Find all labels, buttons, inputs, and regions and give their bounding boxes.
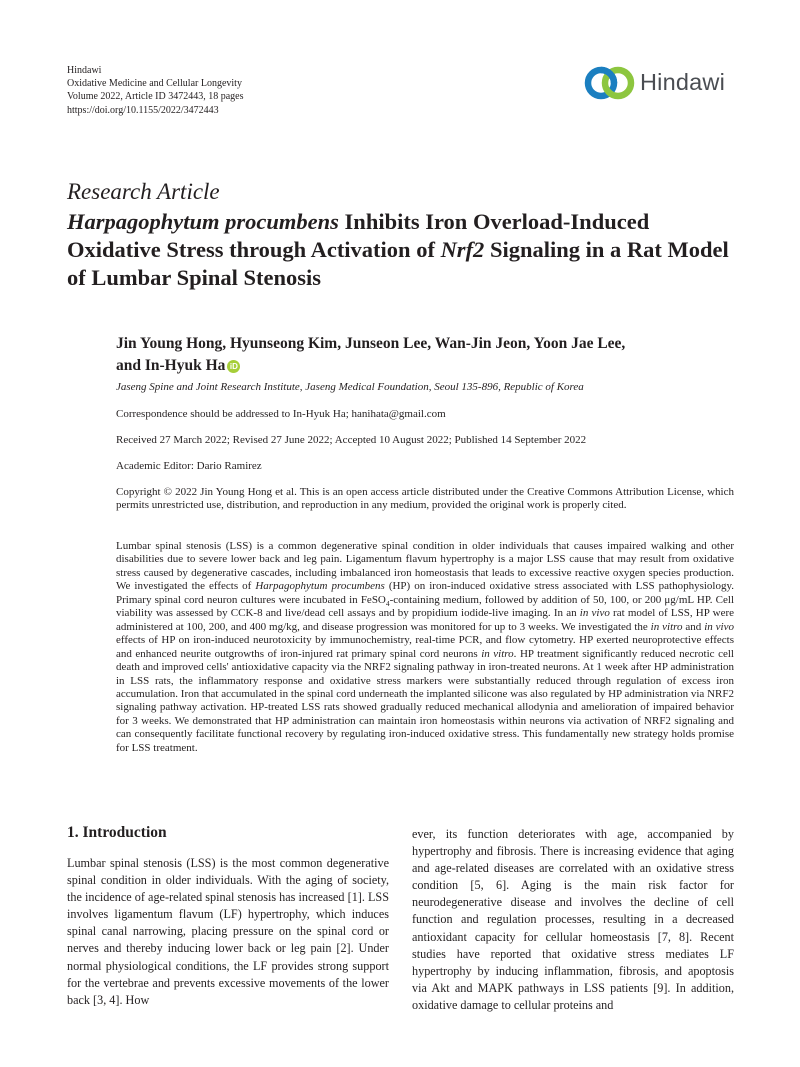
abstract-species: Harpagophytum procumbens [255, 580, 385, 593]
article-title [67, 208, 747, 292]
abstract [116, 540, 734, 755]
doi-link[interactable]: https://doi.org/10.1155/2022/3472443 [67, 104, 219, 116]
abstract-text-2: (HP) on iron-induced oxidative stress associated with LSS pathophysiology. Primary spinal cord neuron cultures were incubated in FeSO [116, 580, 734, 606]
title-part1: Inhibits Iron Overload-Induced Oxidative Stress through Activation of [67, 209, 650, 262]
hindawi-logo [584, 63, 734, 103]
journal-meta [67, 64, 243, 117]
title-gene: Nrf2 [440, 237, 485, 262]
authors-line-2-text: and In-Hyuk Ha [116, 357, 226, 374]
abstract-text-3: -containing medium, followed by addition of 50, 100, or 200 μg/mL HP. Cell viability was assessed by CCK-8 and live/dead cell assays and by propidium iodide-live imaging. In an [116, 593, 734, 620]
title-part2: Signaling in a Rat Model of Lumbar Spinal Stenosis [67, 237, 729, 290]
authors-line-1: Jin Young Hong, Hyunseong Kim, Junseon Lee, Wan-Jin Jeon, Yoon Jae Lee, [116, 335, 626, 352]
introduction-column-left: Lumbar spinal stenosis (LSS) is the most common degenerative spinal condition in older individuals. With the aging of society, the incidence of age-related spinal stenosis has increased [1]. LSS involves ligamentum flavum (LF) hypertrophy, which induces spinal canal narrowing, placing pressure on the spinal cord or nerves and thereby inducing lower back or leg pain [2]. Under normal physiological conditions, the LF provides strong support for the vertebrae and prevents excessive movements of the lower back [3, 4]. How [67, 856, 389, 1007]
introduction-column-right: ever, its function deteriorates with age, accompanied by hypertrophy and fibrosis. There is increasing evidence that aging and age-related diseases are correlated with an oxidative stress condition [5, 6]. Aging is the main risk factor for neurodegenerative disease and involves the decline of cell function and regulation processes, resulting in a decreased antioxidant capacity for cellular homeostasis [7, 8]. Recent studies have reported that oxidative stress mediates LF hypertrophy by inducing inflammation, fibrosis, and apoptosis via Akt and MAPK pathways in LSS patients [9]. In addition, oxidative damage to cellular proteins and [412, 827, 734, 1012]
journal-name: Oxidative Medicine and Cellular Longevity [67, 78, 242, 90]
article-type: Research Article [67, 179, 220, 204]
abstract-text-7: . HP treatment significantly reduced necrotic cell death and improved cells' antioxidative capacity via the NRF2 signaling pathway in iron-treated neurons. At 1 week after HP administration in LSS rats, the inflammatory response and oxidative stress markers were substantially reduced through regulation of excess iron accumulation. Iron that accumulated in the spinal cord underneath the implanted silicone was also regulated by HP administration via NRF2 signaling pathway activation. HP-treated LSS rats showed gradually reduced mechanical allodynia and amelioration of impaired behavior for 3 weeks. We demonstrated that HP administration can maintain iron homeostasis within neurons via activation of NRF2 signaling and can consequently facilitate functional recovery by regulating iron-induced oxidative stress. This fundamentally new strategy holds promise for LSS treatment. [116, 647, 734, 754]
copyright-notice: Copyright © 2022 Jin Young Hong et al. This is an open access article distributed under the Creative Commons Attribution License, which permits unrestricted use, distribution, and reproduction in any medium, provided the original work is properly cited. [116, 486, 734, 512]
publisher-name: Hindawi [67, 65, 102, 76]
author-list [116, 333, 676, 377]
abstract-text-6: effects of HP on iron-induced neurotoxicity by immunochemistry, real-time PCR, and flow cytometry. HP exerted neuroprotective effects and enhanced neurite outgrowths of iron-injured rat primary spinal cord neurons [116, 634, 734, 660]
academic-editor: Academic Editor: Dario Ramirez [116, 460, 262, 472]
abstract-subscript: 4 [385, 599, 390, 608]
hindawi-logo-text: Hindawi [640, 69, 725, 95]
authors-line-2 [116, 355, 676, 377]
abstract-text-4: rat model of LSS, HP were administered at 100, 200, and 400 mg/kg, and disease progression was monitored for up to 3 weeks. We investigated the [116, 607, 734, 633]
section-heading-introduction: 1. Introduction [67, 824, 167, 841]
correspondence: Correspondence should be addressed to In-Hyuk Ha; hanihata@gmail.com [116, 408, 446, 420]
orcid-icon[interactable]: iD [227, 360, 240, 373]
abstract-italic-5: in vitro [481, 647, 514, 660]
abstract-text-1: Lumbar spinal stenosis (LSS) is a common degenerative spinal condition in older individuals that causes impaired walking and other disabilities due to severe lower back and leg pain. Ligamentum flavum hypertrophy is a major LSS cause that may result from oxidative stress caused by degenerative cascades, including imbalanced iron homeostasis that leads to excessive reactive oxygen species production. We investigated the effects of [116, 540, 734, 593]
abstract-italic-3: in vitro [650, 620, 683, 633]
publication-dates: Received 27 March 2022; Revised 27 June 2022; Accepted 10 August 2022; Published 14 September 2022 [116, 434, 587, 446]
abstract-italic-2: in vivo [579, 607, 610, 620]
abstract-italic-4: in vivo [704, 620, 734, 633]
hindawi-logo-icon [584, 63, 636, 103]
volume-info: Volume 2022, Article ID 3472443, 18 pages [67, 91, 244, 103]
title-species: Harpagophytum procumbens [67, 209, 339, 234]
affiliation: Jaseng Spine and Joint Research Institute, Jaseng Medical Foundation, Seoul 135-896, Republic of Korea [116, 381, 584, 393]
abstract-text-5: and [682, 620, 705, 633]
